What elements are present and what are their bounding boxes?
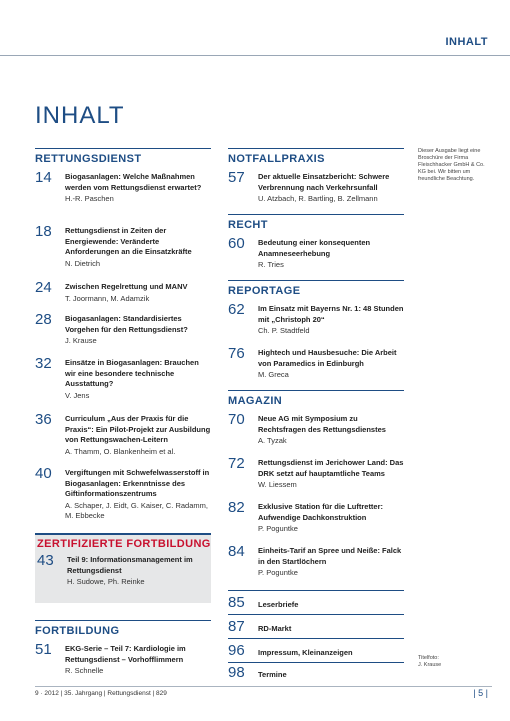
article-authors: P. Poguntke	[258, 568, 298, 577]
article-title: Rettungsdienst im Jerichower Land: Das DRK setzt auf hauptamtliche Teams	[258, 458, 404, 478]
page-number: 82	[228, 499, 245, 516]
section-recht	[228, 214, 404, 231]
footer-rule	[35, 686, 492, 687]
page-number: 76	[228, 345, 245, 362]
page-number: 40	[35, 465, 52, 482]
page-number: 70	[228, 411, 245, 428]
section-title: ZERTIFIZIERTE FORTBILDUNG	[37, 538, 211, 550]
divider	[228, 662, 404, 663]
article-title: EKG-Serie – Teil 7: Kardiologie im Rettungsdienst – Vorhofflimmern	[65, 644, 186, 664]
article-title: RD-Markt	[258, 624, 292, 633]
article-title: Exklusive Station für die Luftretter: Aufwendige Dachkonstruktion	[258, 502, 384, 522]
header-label: INHALT	[445, 36, 488, 48]
article-authors: A. Tyzak	[258, 436, 287, 445]
page-number: 85	[228, 594, 245, 611]
article-authors: H.-R. Paschen	[65, 194, 114, 203]
page-number: 32	[35, 355, 52, 372]
article-authors: N. Dietrich	[65, 258, 101, 268]
page-number: 36	[35, 411, 52, 428]
article-title: Der aktuelle Einsatzbericht: Schwere Verbrennung nach Verkehrsunfall	[258, 172, 390, 192]
section-title: RECHT	[228, 219, 268, 231]
section-fortbildung	[35, 620, 211, 637]
article-title: Vergiftungen mit Schwefelwasserstoff in Biogasanlagen: Erkenntnisse des Giftinformationszentrums	[65, 468, 210, 498]
article-authors: A. Schaper, J. Eidt, G. Kaiser, C. Radamm, M. Ebbecke	[65, 500, 208, 520]
article-title: Neue AG mit Symposium zu Rechtsfragen des Rettungsdienstes	[258, 414, 386, 434]
article-title: Im Einsatz mit Bayerns Nr. 1: 48 Stunden mit „Christoph 20“	[258, 304, 404, 324]
running-header	[0, 0, 510, 56]
article-authors: J. Krause	[65, 336, 97, 345]
article-authors: P. Poguntke	[258, 524, 298, 533]
article-authors: M. Greca	[258, 370, 289, 379]
divider	[228, 614, 404, 615]
article-authors: A. Thamm, O. Blankenheim et al.	[65, 446, 176, 456]
section-notfallpraxis	[228, 148, 404, 165]
page-number: 87	[228, 618, 245, 635]
page-number: 24	[35, 279, 52, 296]
page-number: 14	[35, 169, 52, 186]
page-number: 62	[228, 301, 245, 318]
section-title: RETTUNGSDIENST	[35, 153, 142, 165]
article-authors: H. Sudowe, Ph. Reinke	[67, 577, 145, 586]
article-authors: R. Schnelle	[65, 666, 104, 675]
photo-credit-name: J. Krause	[418, 662, 442, 668]
section-rettungsdienst	[35, 148, 211, 165]
page-number-footer: | 5 |	[473, 688, 488, 698]
article-authors: V. Jens	[65, 390, 90, 400]
page-number: 98	[228, 664, 245, 681]
page-number: 57	[228, 169, 245, 186]
article-title: Biogasanlagen: Welche Maßnahmen werden vom Rettungsdienst erwartet?	[65, 172, 202, 192]
article-title: Biogasanlagen: Standardisiertes Vorgehen für den Rettungsdienst?	[65, 314, 188, 334]
article-title: Einheits-Tarif an Spree und Neiße: Falck in den Startlöchern	[258, 546, 402, 566]
page-number: 43	[37, 552, 54, 569]
section-reportage	[228, 280, 404, 297]
page-number: 28	[35, 311, 52, 328]
section-title: FORTBILDUNG	[35, 625, 120, 637]
page-number: 72	[228, 455, 245, 472]
page-number: 96	[228, 642, 245, 659]
article-title: Curriculum „Aus der Praxis für die Praxis“: Ein Pilot-Projekt zur Ausbildung von Rettungswachen-Leitern	[65, 414, 211, 444]
article-authors: Ch. P. Stadtfeld	[258, 326, 310, 335]
article-title: Einsätze in Biogasanlagen: Brauchen wir eine besondere technische Ausstattung?	[65, 358, 199, 388]
article-authors: T. Joormann, M. Adamzik	[65, 293, 150, 303]
section-magazin	[228, 390, 404, 407]
article-title: Leserbriefe	[258, 600, 299, 609]
article-title: Termine	[258, 670, 287, 679]
footer-text: 9 · 2012 | 35. Jahrgang | Rettungsdienst | 829	[35, 690, 167, 697]
page-number: 51	[35, 641, 52, 658]
photo-credit	[418, 655, 492, 669]
insert-note: Dieser Ausgabe liegt eine Broschüre der Firma Fleischhacker GmbH & Co. KG bei. Wir bitten um freundliche Beachtung.	[418, 148, 485, 182]
article-title: Rettungsdienst in Zeiten der Energiewende: Veränderte Anforderungen an die Einsatzkräfte	[65, 226, 192, 256]
divider	[228, 590, 404, 591]
article-authors: U. Atzbach, R. Bartling, B. Zellmann	[258, 194, 378, 203]
page-number: 60	[228, 235, 245, 252]
article-title: Teil 9: Informationsmanagement im Rettungsdienst	[67, 555, 193, 575]
divider	[228, 638, 404, 639]
certified-training-box	[35, 533, 211, 603]
article-title: Zwischen Regelrettung und MANV	[65, 282, 188, 291]
article-title: Impressum, Kleinanzeigen	[258, 648, 353, 657]
photo-credit-label: Titelfoto:	[418, 655, 439, 661]
page-number: 18	[35, 223, 52, 240]
article-title: Hightech und Hausbesuche: Die Arbeit von Paramedics in Edinburgh	[258, 348, 397, 368]
section-title: REPORTAGE	[228, 285, 301, 297]
header-rule	[0, 55, 510, 56]
page-title: INHALT	[35, 102, 125, 129]
section-title: NOTFALLPRAXIS	[228, 153, 325, 165]
section-title: MAGAZIN	[228, 395, 283, 407]
article-title: Bedeutung einer konsequenten Anamneseerhebung	[258, 238, 371, 258]
article-authors: R. Tries	[258, 260, 284, 269]
page-number: 84	[228, 543, 245, 560]
article-authors: W. Liessem	[258, 480, 297, 489]
